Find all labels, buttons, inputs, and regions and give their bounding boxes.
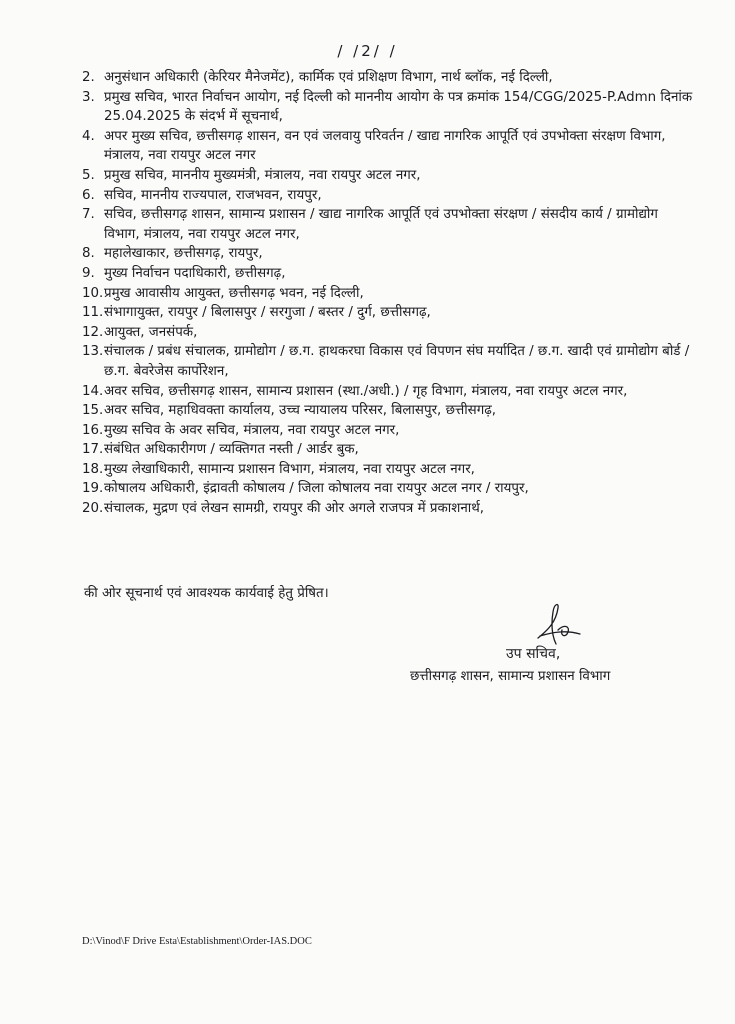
list-item-number: 15. (82, 403, 104, 419)
list-item-number: 2. (82, 70, 95, 85)
list-item-number: 16. (82, 422, 104, 438)
list-item-text: मुख्य सचिव के अवर सचिव, मंत्रालय, नवा रायपुर अटल नगर, (104, 422, 400, 438)
list-item (82, 303, 694, 323)
list-item-text: मुख्य निर्वाचन पदाधिकारी, छत्तीसगढ़, (104, 265, 286, 281)
list-item-text: मुख्य लेखाधिकारी, सामान्य प्रशासन विभाग, मंत्रालय, नवा रायपुर अटल नगर, (104, 461, 475, 477)
list-item (82, 440, 694, 460)
list-item (82, 205, 694, 244)
list-item-text: प्रमुख सचिव, माननीय मुख्यमंत्री, मंत्रालय, नवा रायपुर अटल नगर, (104, 167, 421, 183)
list-item-number: 6. (82, 187, 95, 203)
list-item-text: सचिव, छत्तीसगढ़ शासन, सामान्य प्रशासन / खाद्य नागरिक आपूर्ति एवं उपभोक्ता संरक्षण / संसदीय कार्य / ग्रामोद्योग विभाग, मंत्रालय, नवा रायपुर अटल नगर, (104, 207, 658, 242)
list-item-number: 5. (82, 167, 95, 183)
list-item-text: प्रमुख आवासीय आयुक्त, छत्तीसगढ़ भवन, नई दिल्ली, (104, 285, 364, 301)
list-item-text: सचिव, माननीय राज्यपाल, राजभवन, रायपुर, (104, 187, 322, 203)
list-item-number: 11. (82, 305, 104, 321)
list-item-number: 20. (82, 501, 104, 517)
signature-block (410, 600, 700, 690)
list-item-number: 17. (82, 442, 104, 458)
list-item (82, 499, 694, 519)
list-item-number: 19. (82, 481, 104, 497)
list-item-text: महालेखाकार, छत्तीसगढ़, रायपुर, (104, 246, 263, 262)
list-item (82, 401, 694, 421)
list-item (82, 244, 694, 264)
list-item (82, 127, 694, 166)
list-item (82, 460, 694, 480)
list-item-number: 3. (82, 89, 95, 105)
list-item-number: 10. (82, 285, 104, 301)
list-item (82, 186, 694, 206)
list-item-text: संचालक, मुद्रण एवं लेखन सामग्री, रायपुर की ओर अगले राजपत्र में प्रकाशनार्थ, (104, 501, 485, 517)
list-item-text: अवर सचिव, छत्तीसगढ़ शासन, सामान्य प्रशासन (स्था./अधी.) / गृह विभाग, मंत्रालय, नवा रायपुर अटल नगर, (104, 383, 628, 399)
list-item (82, 264, 694, 284)
list-item (82, 342, 694, 381)
list-item-text: संबंधित अधिकारीगण / व्यक्तिगत नस्ती / आर्डर बुक, (104, 442, 359, 458)
list-item-number: 9. (82, 265, 95, 281)
list-item-text: अपर मुख्य सचिव, छत्तीसगढ़ शासन, वन एवं जलवायु परिवर्तन / खाद्य नागरिक आपूर्ति एवं उपभोक्ता संरक्षण विभाग, मंत्रालय, नवा रायपुर अटल नगर (104, 128, 666, 164)
list-item-number: 18. (82, 461, 104, 477)
list-item-text: संभागायुक्त, रायपुर / बिलासपुर / सरगुजा / बस्तर / दुर्ग, छत्तीसगढ़, (104, 305, 431, 321)
list-item (82, 421, 694, 441)
list-item-number: 14. (82, 383, 104, 399)
signature-image (518, 600, 598, 650)
file-path: D:\Vinod\F Drive Esta\Establishment\Order-IAS.DOC (82, 936, 312, 947)
list-item (82, 479, 694, 499)
list-item-text: अनुसंधान अधिकारी (केरियर मैनेजमेंट), कार्मिक एवं प्रशिक्षण विभाग, नार्थ ब्लॉक, नई दिल्ली, (104, 70, 553, 85)
list-item-text: प्रमुख सचिव, भारत निर्वाचन आयोग, नई दिल्ली को माननीय आयोग के पत्र क्रमांक 154/CGG/2025-P.Admn दिनांक 25.04.2025 के संदर्भ में सूचनार्थ, (104, 89, 693, 125)
list-item-number: 12. (82, 324, 104, 340)
list-item (82, 284, 694, 304)
list-item-number: 7. (82, 207, 95, 223)
recipient-list (82, 68, 694, 519)
signatory-department: छत्तीसगढ़ शासन, सामान्य प्रशासन विभाग (410, 669, 611, 684)
list-item-text: कोषालय अधिकारी, इंद्रावती कोषालय / जिला कोषालय नवा रायपुर अटल नगर / रायपुर, (104, 481, 529, 497)
list-item-number: 13. (82, 344, 104, 360)
list-item-text: आयुक्त, जनसंपर्क, (104, 324, 198, 340)
page-number: / /2/ / (337, 42, 398, 60)
list-item (82, 88, 694, 127)
list-item-text: संचालक / प्रबंध संचालक, ग्रामोद्योग / छ.ग. हाथकरघा विकास एवं विपणन संघ मर्यादित / छ.ग. खादी एवं ग्रामोद्योग बोर्ड / छ.ग. बेवरेजेस कार्पोरेशन, (104, 344, 690, 379)
closing-line: की ओर सूचनार्थ एवं आवश्यक कार्यवाई हेतु प्रेषित। (84, 586, 329, 601)
list-item-number: 8. (82, 246, 95, 262)
list-item (82, 382, 694, 402)
signatory-title: उप सचिव, (506, 646, 561, 662)
list-item (82, 166, 694, 186)
list-item-number: 4. (82, 128, 95, 144)
list-item-text: अवर सचिव, महाधिवक्ता कार्यालय, उच्च न्यायालय परिसर, बिलासपुर, छत्तीसगढ़, (104, 403, 497, 419)
list-item (82, 323, 694, 343)
list-item (82, 68, 694, 88)
